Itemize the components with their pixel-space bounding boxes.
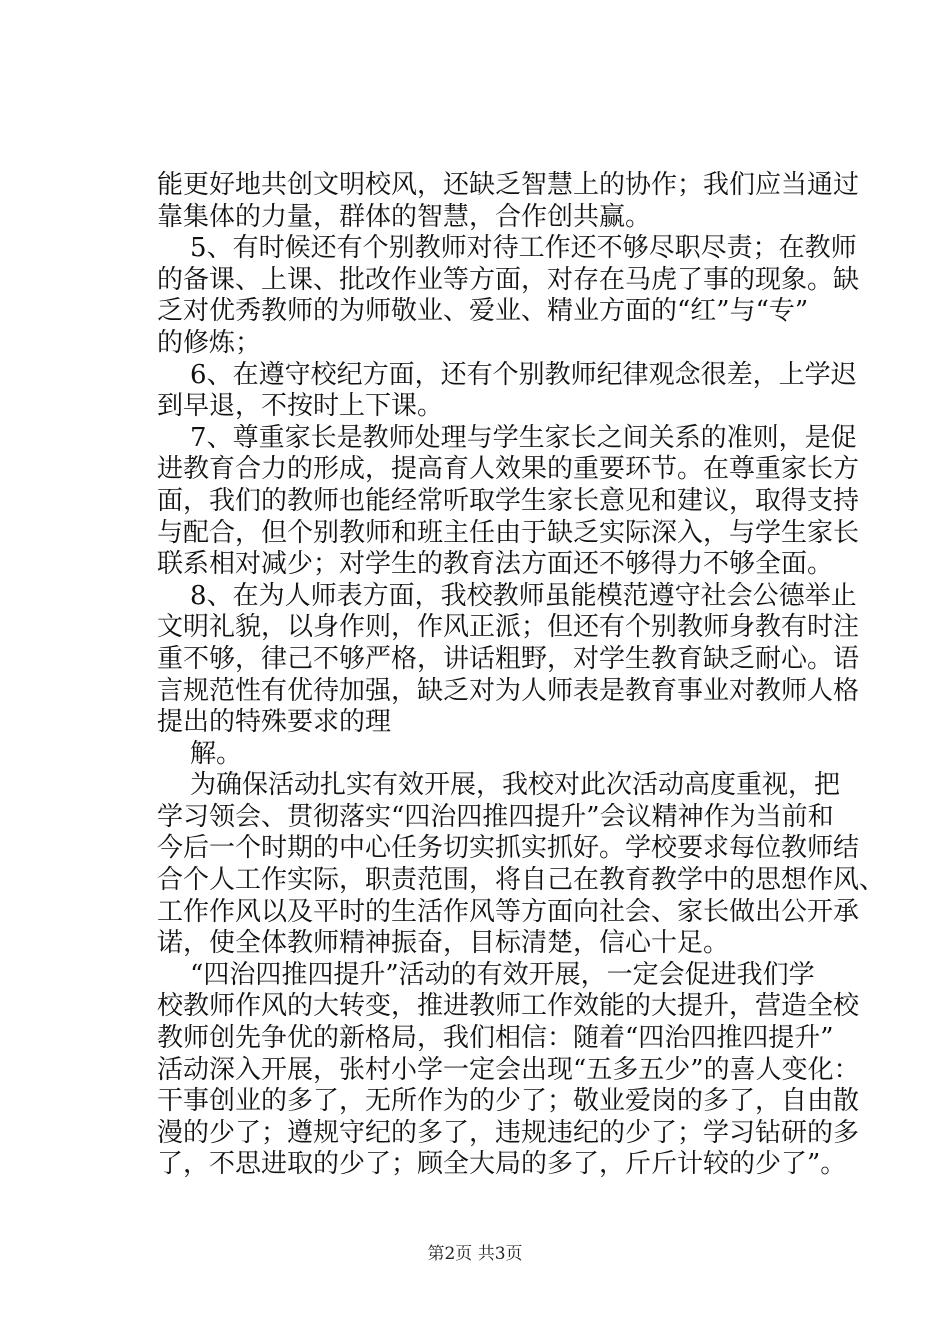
text-line: 合个人工作实际，职责范围，将自己在教育教学中的思想作风、 bbox=[157, 865, 886, 896]
text-line: 的修炼； bbox=[157, 327, 262, 358]
text-line: 教师创先争优的新格局，我们相信：随着“四治四推四提升” bbox=[157, 1023, 834, 1054]
text-line: 乏对优秀教师的为师敬业、爱业、精业方面的“红”与“专” bbox=[157, 296, 809, 327]
text-line: 提出的特殊要求的理 bbox=[157, 707, 392, 738]
text-line: 诺，使全体教师精神振奋，目标清楚，信心十足。 bbox=[157, 928, 730, 959]
text-line: 为确保活动扎实有效开展，我校对此次活动高度重视，把 bbox=[157, 770, 841, 801]
text-line: 解。 bbox=[157, 738, 243, 769]
text-line: 干事创业的多了，无所作为的少了；敬业爱岗的多了，自由散 bbox=[157, 1086, 860, 1117]
text-line: 进教育合力的形成，提高育人效果的重要环节。在尊重家长方 bbox=[157, 454, 860, 485]
text-line: 今后一个时期的中心任务切实抓实抓好。学校要求每位教师结 bbox=[157, 833, 860, 864]
text-line: 5、有时候还有个别教师对待工作还不够尽职尽责；在教师 bbox=[157, 233, 857, 264]
text-line: 与配合，但个别教师和班主任由于缺乏实际深入，与学生家长 bbox=[157, 517, 860, 548]
text-line: 言规范性有优待加强，缺乏对为人师表是教育事业对教师人格 bbox=[157, 675, 860, 706]
text-line: 文明礼貌，以身作则，作风正派；但还有个别教师身教有时注 bbox=[157, 612, 860, 643]
text-line: 工作作风以及平时的生活作风等方面向社会、家长做出公开承 bbox=[157, 896, 860, 927]
text-line: “四治四推四提升”活动的有效开展，一定会促进我们学 bbox=[157, 959, 815, 990]
text-line: 面，我们的教师也能经常听取学生家长意见和建议，取得支持 bbox=[157, 485, 860, 516]
text-line: 重不够，律己不够严格，讲话粗野，对学生教育缺乏耐心。语 bbox=[157, 643, 860, 674]
text-line: 的备课、上课、批改作业等方面，对存在马虎了事的现象。缺 bbox=[157, 264, 860, 295]
text-line: 靠集体的力量，群体的智慧，合作创共赢。 bbox=[157, 201, 652, 232]
text-line: 活动深入开展，张村小学一定会出现“五多五少”的喜人变化： bbox=[157, 1054, 860, 1085]
text-line: 联系相对减少；对学生的教育法方面还不够得力不够全面。 bbox=[157, 549, 834, 580]
text-line: 6、在遵守校纪方面，还有个别教师纪律观念很差，上学迟 bbox=[157, 359, 857, 390]
page-footer: 第2页 共3页 bbox=[427, 1244, 523, 1264]
text-line: 校教师作风的大转变，推进教师工作效能的大提升，营造全校 bbox=[157, 991, 860, 1022]
text-line: 了，不思进取的少了；顾全大局的多了，斤斤计较的少了”。 bbox=[157, 1149, 847, 1180]
text-line: 到早退，不按时上下课。 bbox=[157, 391, 444, 422]
text-line: 7、尊重家长是教师处理与学生家长之间关系的准则，是促 bbox=[157, 422, 857, 453]
document-body bbox=[157, 170, 886, 1181]
text-line: 8、在为人师表方面，我校教师虽能模范遵守社会公德举止 bbox=[157, 580, 857, 611]
text-line: 学习领会、贯彻落实“四治四推四提升”会议精神作为当前和 bbox=[157, 801, 834, 832]
text-line: 漫的少了；遵规守纪的多了，违规违纪的少了；学习钻研的多 bbox=[157, 1117, 860, 1148]
text-line: 能更好地共创文明校风，还缺乏智慧上的协作；我们应当通过 bbox=[157, 170, 860, 200]
